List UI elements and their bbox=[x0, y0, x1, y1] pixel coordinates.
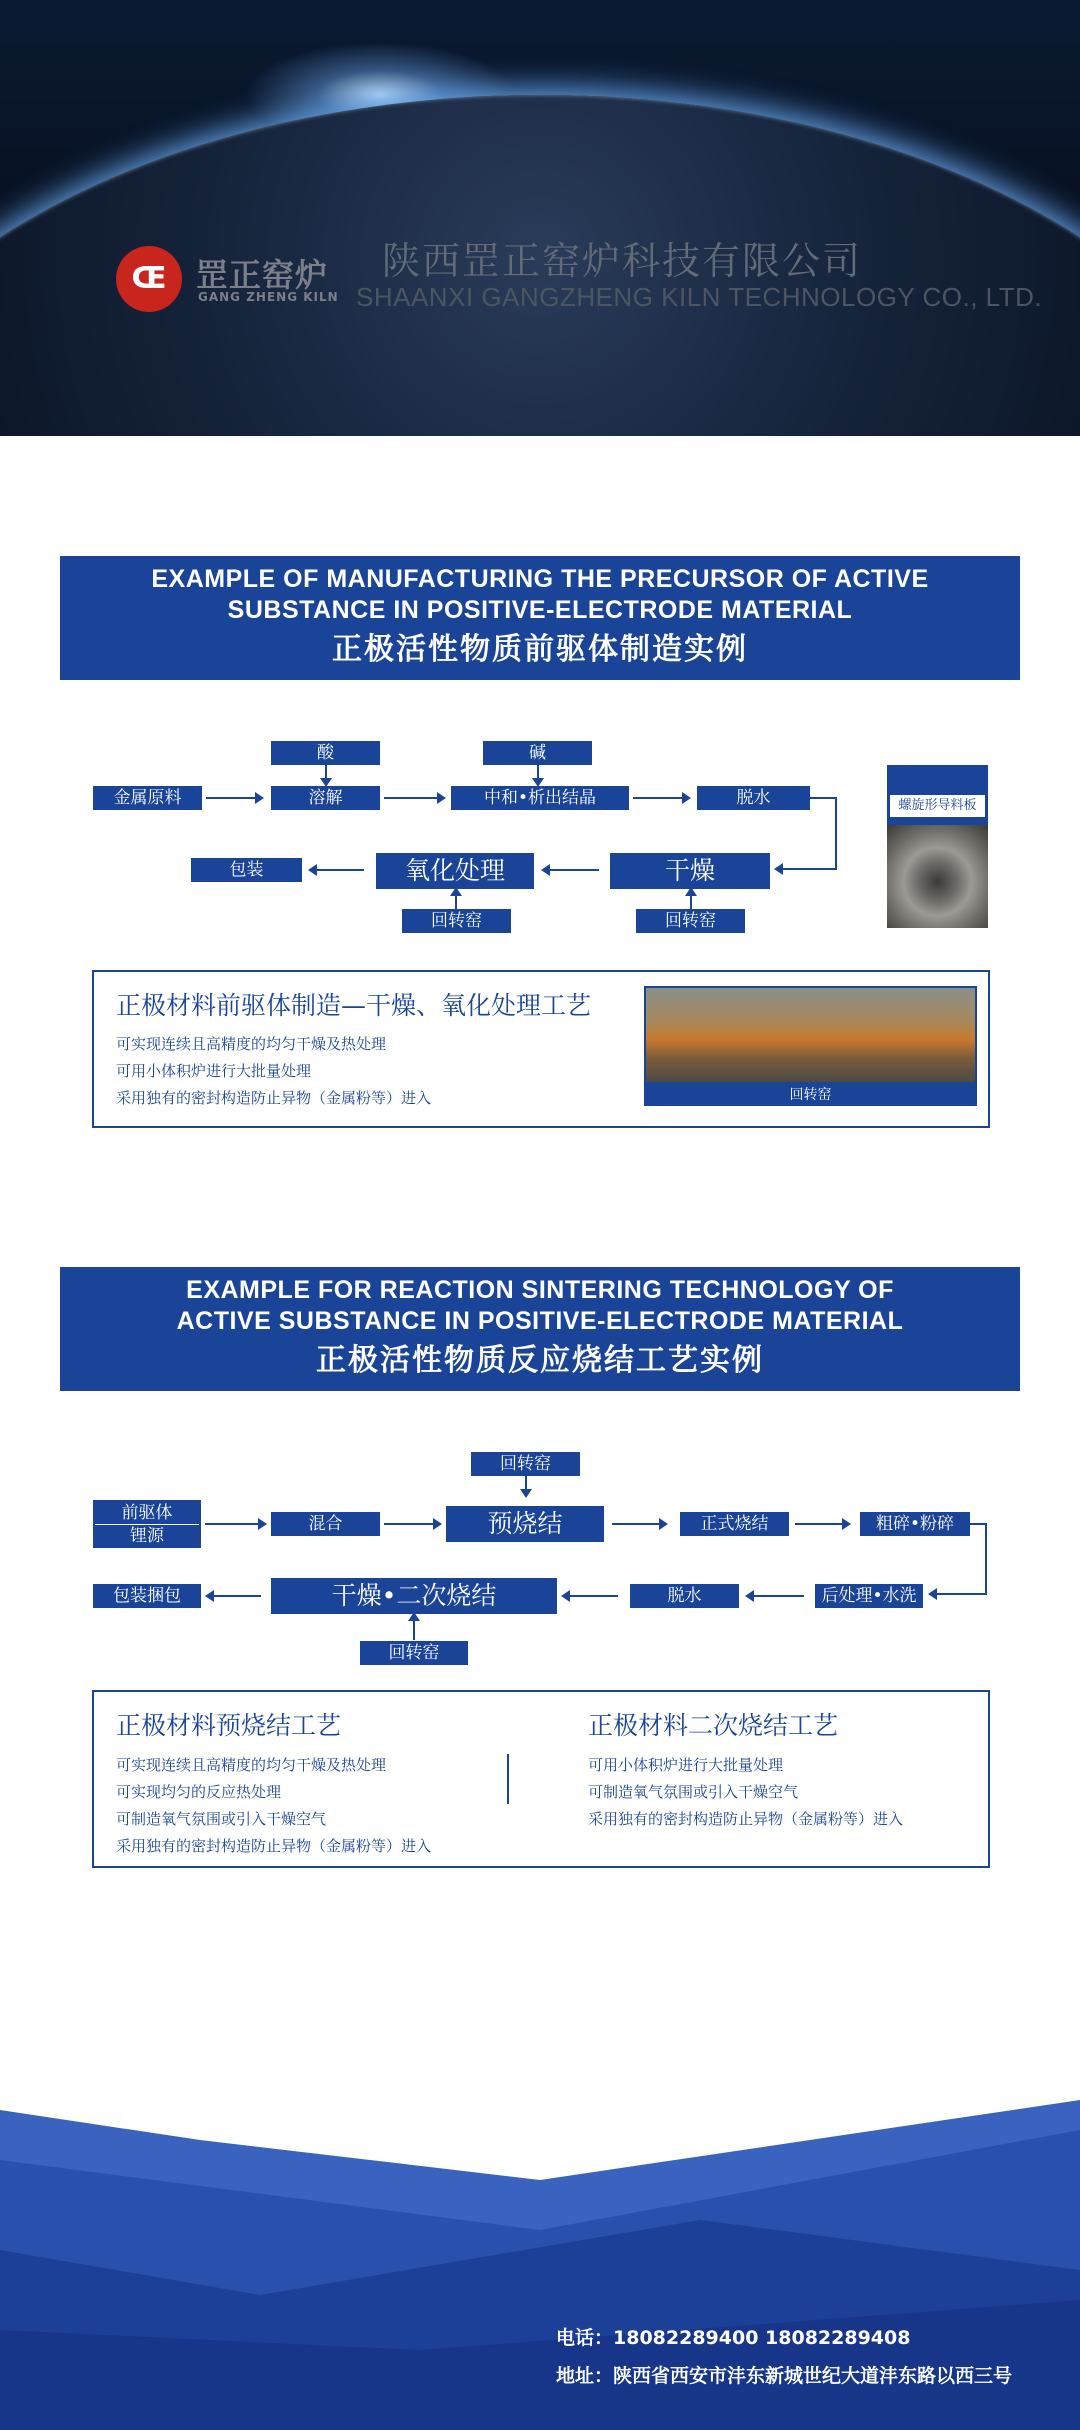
rotary-kiln-photo-label: 回转窑 bbox=[789, 1087, 832, 1103]
company-name-en: SHAANXI GANGZHENG KILN TECHNOLOGY CO., LTD. bbox=[356, 282, 1043, 312]
section1-info-panel bbox=[92, 970, 990, 1128]
connector-line bbox=[810, 797, 837, 799]
flow2-dry-second-sintering: 干燥•二次烧结 bbox=[271, 1578, 557, 1614]
flow-oxidation: 氧化处理 bbox=[376, 853, 534, 889]
spiral-guide-photo bbox=[887, 765, 988, 928]
arrow-left bbox=[563, 1595, 618, 1597]
panel1-line: 采用独有的密封构造防止异物（金属粉等）进入 bbox=[116, 1089, 432, 1107]
flow2-pre-sintering: 预烧结 bbox=[446, 1506, 604, 1542]
section2-title-cn: 正极活性物质反应烧结工艺实例 bbox=[316, 1343, 764, 1378]
arrow-down bbox=[525, 1476, 527, 1496]
flow2-crushing: 粗碎•粉碎 bbox=[860, 1512, 970, 1536]
flow2-formal-sintering: 正式烧结 bbox=[680, 1512, 789, 1536]
panel2-left-line: 可实现连续且高精度的均匀干燥及热处理 bbox=[116, 1756, 387, 1774]
footer-phone: 电话：18082289400 18082289408 bbox=[556, 2327, 911, 2349]
flow-neutralize: 中和•析出结晶 bbox=[451, 786, 629, 810]
flow2-rotary-kiln-top: 回转窑 bbox=[471, 1452, 580, 1476]
flow2-precursor: 前驱体 bbox=[121, 1503, 173, 1523]
arrow-right bbox=[384, 1523, 440, 1525]
flow-dissolve: 溶解 bbox=[271, 786, 380, 810]
flow-metal-raw: 金属原料 bbox=[93, 786, 202, 810]
panel2-left-line: 可制造氧气氛围或引入干燥空气 bbox=[116, 1810, 327, 1828]
flow-alkali: 碱 bbox=[483, 741, 592, 765]
arrow-right bbox=[384, 797, 444, 799]
logo-text-cn: 罡正窑炉 bbox=[196, 256, 329, 294]
arrow-down bbox=[325, 765, 327, 785]
arrow-right bbox=[206, 797, 262, 799]
flow-rotary-kiln-2: 回转窑 bbox=[636, 909, 745, 933]
flow2-packing: 包装捆包 bbox=[93, 1584, 201, 1608]
connector-line bbox=[985, 1523, 987, 1595]
flow2-rotary-kiln-bottom: 回转窑 bbox=[360, 1641, 468, 1665]
section1-title-en-1: EXAMPLE OF MANUFACTURING THE PRECURSOR OF ACTIVE bbox=[151, 565, 929, 593]
section1-title-banner bbox=[60, 556, 1020, 680]
section2-title-en-1: EXAMPLE FOR REACTION SINTERING TECHNOLOGY OF bbox=[186, 1276, 894, 1304]
flow2-mixing: 混合 bbox=[271, 1512, 380, 1536]
panel1-title: 正极材料前驱体制造—干燥、氧化处理工艺 bbox=[116, 991, 592, 1020]
panel2-left-title: 正极材料预烧结工艺 bbox=[116, 1711, 342, 1740]
panel2-divider bbox=[507, 1754, 509, 1804]
arrow-left bbox=[543, 869, 599, 871]
flow2-inputs bbox=[93, 1500, 201, 1548]
panel1-line: 可实现连续且高精度的均匀干燥及热处理 bbox=[116, 1035, 387, 1053]
section2-title-banner bbox=[60, 1267, 1020, 1391]
panel2-right-title: 正极材料二次烧结工艺 bbox=[588, 1711, 839, 1740]
arrow-right bbox=[612, 1523, 666, 1525]
connector-line bbox=[835, 797, 837, 870]
panel2-right-line: 可用小体积炉进行大批量处理 bbox=[588, 1756, 784, 1774]
flow-dewater: 脱水 bbox=[697, 786, 810, 810]
flow-drying: 干燥 bbox=[610, 853, 770, 889]
company-name-cn: 陕西罡正窑炉科技有限公司 bbox=[382, 239, 863, 283]
footer-address: 地址：陕西省西安市沣东新城世纪大道沣东路以西三号 bbox=[556, 2365, 1013, 2387]
flow2-post-wash: 后处理•水洗 bbox=[815, 1584, 923, 1608]
section2-title-en-2: ACTIVE SUBSTANCE IN POSITIVE-ELECTRODE MATERIAL bbox=[176, 1307, 904, 1335]
section2-info-panel bbox=[92, 1690, 990, 1868]
logo-text-en: GANG ZHENG KILN bbox=[198, 290, 339, 304]
arrow-left bbox=[930, 1593, 987, 1595]
panel2-right-line: 可制造氧气氛围或引入干燥空气 bbox=[588, 1783, 799, 1801]
header-banner bbox=[0, 0, 1080, 436]
panel2-left-line: 采用独有的密封构造防止异物（金属粉等）进入 bbox=[116, 1837, 432, 1855]
arrow-left bbox=[747, 1595, 804, 1597]
arrow-up bbox=[690, 889, 692, 909]
spiral-guide-label: 螺旋形导料板 bbox=[890, 795, 985, 817]
arrow-left bbox=[207, 1595, 261, 1597]
rotary-kiln-photo bbox=[644, 986, 977, 1106]
kiln-machine-image bbox=[646, 988, 975, 1082]
arrow-left bbox=[310, 869, 364, 871]
arrow-up bbox=[455, 889, 457, 909]
panel2-left-line: 可实现均匀的反应热处理 bbox=[116, 1783, 282, 1801]
arrow-up bbox=[413, 1614, 415, 1640]
flow-rotary-kiln-1: 回转窑 bbox=[402, 909, 511, 933]
arrow-right bbox=[205, 1523, 265, 1525]
section1-title-cn: 正极活性物质前驱体制造实例 bbox=[332, 632, 748, 667]
section1-title-en-2: SUBSTANCE IN POSITIVE-ELECTRODE MATERIAL bbox=[227, 596, 853, 624]
kiln-interior-image bbox=[887, 825, 988, 928]
flow-packaging: 包装 bbox=[191, 858, 302, 882]
arrow-right bbox=[633, 797, 689, 799]
flow2-dewater: 脱水 bbox=[630, 1584, 739, 1608]
logo-icon: Œ bbox=[116, 246, 182, 312]
arrow-right bbox=[795, 1523, 849, 1525]
panel2-right-line: 采用独有的密封构造防止异物（金属粉等）进入 bbox=[588, 1810, 904, 1828]
arrow-left bbox=[776, 868, 837, 870]
panel1-line: 可用小体积炉进行大批量处理 bbox=[116, 1062, 312, 1080]
flow2-lithium: 锂源 bbox=[130, 1526, 164, 1546]
arrow-down bbox=[537, 765, 539, 785]
flow-acid: 酸 bbox=[271, 741, 380, 765]
